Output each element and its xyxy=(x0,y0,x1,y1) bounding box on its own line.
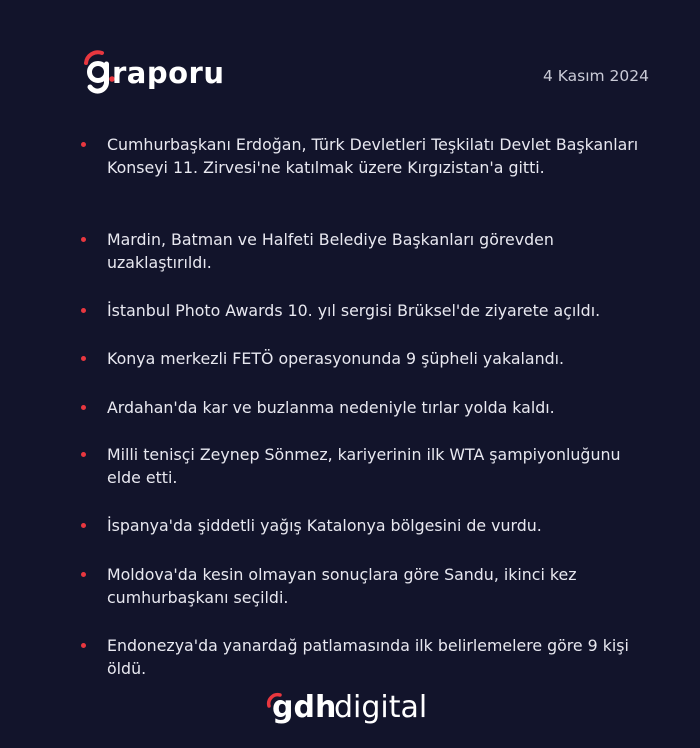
list-item xyxy=(107,563,652,609)
g-letter-icon xyxy=(82,50,116,102)
graporu-logo xyxy=(82,50,242,102)
bullet-icon xyxy=(81,142,86,147)
news-text: Konya merkezli FETÖ operasyonunda 9 şüpheli yakalandı. xyxy=(107,349,565,368)
bullet-icon xyxy=(81,356,86,361)
footer-brand-bold: gdh xyxy=(272,690,337,725)
list-item xyxy=(107,228,652,274)
news-text: İstanbul Photo Awards 10. yıl sergisi Brüksel'de ziyarete açıldı. xyxy=(107,301,601,320)
report-date: 4 Kasım 2024 xyxy=(542,67,649,85)
gdh-digital-logo xyxy=(268,690,438,734)
list-item xyxy=(107,634,652,680)
list-item xyxy=(107,443,652,489)
bullet-icon xyxy=(81,643,86,648)
bullet-icon xyxy=(81,572,86,577)
news-text: Cumhurbaşkanı Erdoğan, Türk Devletleri Teşkilatı Devlet Başkanları Konseyi 11. Zirvesi'ne katılmak üzere Kırgızistan'a gitti. xyxy=(107,135,639,177)
bullet-icon xyxy=(81,405,86,410)
bullet-icon xyxy=(81,237,86,242)
news-text: Moldova'da kesin olmayan sonuçlara göre Sandu, ikinci kez cumhurbaşkanı seçildi. xyxy=(107,565,577,607)
bullet-icon xyxy=(81,452,86,457)
list-item xyxy=(107,396,652,419)
list-item xyxy=(107,347,652,370)
header xyxy=(0,0,700,110)
list-item xyxy=(107,514,652,537)
news-text: Endonezya'da yanardağ patlamasında ilk belirlemelere göre 9 kişi öldü. xyxy=(107,636,629,678)
list-item xyxy=(107,133,652,179)
footer-brand-light: digital xyxy=(334,690,428,725)
news-text: Milli tenisçi Zeynep Sönmez, kariyerinin ilk WTA şampiyonluğunu elde etti. xyxy=(107,445,621,487)
bullet-icon xyxy=(81,308,86,313)
bullet-icon xyxy=(81,523,86,528)
news-text: Mardin, Batman ve Halfeti Belediye Başkanları görevden uzaklaştırıldı. xyxy=(107,230,554,272)
brand-name: raporu xyxy=(112,56,225,90)
news-text: Ardahan'da kar ve buzlanma nedeniyle tırlar yolda kaldı. xyxy=(107,398,555,417)
news-text: İspanya'da şiddetli yağış Katalonya bölgesini de vurdu. xyxy=(107,516,542,535)
list-item xyxy=(107,299,652,322)
